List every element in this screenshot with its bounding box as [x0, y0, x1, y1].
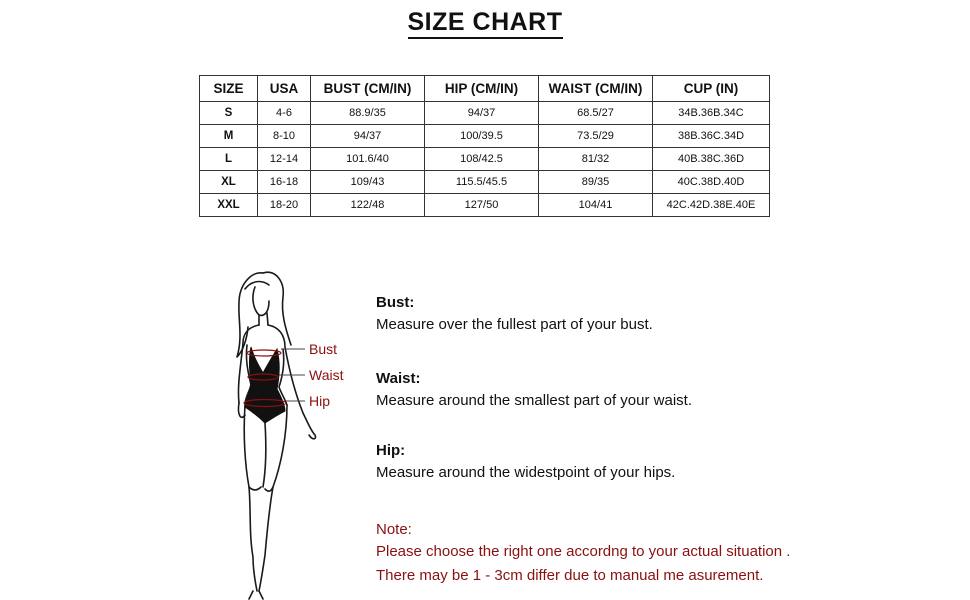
figure-label-bust: Bust [309, 341, 338, 357]
figure-label-waist: Waist [309, 367, 344, 383]
hip-instruction-label: Hip: [376, 442, 406, 459]
cell-usa: 8-10 [258, 125, 311, 148]
cell-size: S [200, 102, 258, 125]
table-row [200, 102, 770, 125]
size-chart-title: SIZE CHART [408, 8, 563, 39]
cell-cup: 34B.36B.34C [653, 102, 770, 125]
cell-size: XL [200, 171, 258, 194]
table-row [200, 125, 770, 148]
cell-hip: 94/37 [425, 102, 539, 125]
cell-usa: 16-18 [258, 171, 311, 194]
waist-instruction-text: Measure around the smallest part of your waist. [376, 392, 692, 409]
size-chart-table [199, 75, 770, 217]
page-title [0, 8, 970, 39]
body-measurement-figure [215, 265, 355, 600]
cell-cup: 42C.42D.38E.40E [653, 194, 770, 217]
cell-usa: 12-14 [258, 148, 311, 171]
column-header-bust: BUST (CM/IN) [311, 76, 425, 102]
column-header-hip: HIP (CM/IN) [425, 76, 539, 102]
cell-bust: 109/43 [311, 171, 425, 194]
column-header-cup: CUP (IN) [653, 76, 770, 102]
note-label: Note: [376, 521, 412, 538]
cell-cup: 40C.38D.40D [653, 171, 770, 194]
cell-bust: 122/48 [311, 194, 425, 217]
note-block [376, 519, 790, 587]
note-line: There may be 1 - 3cm differ due to manual me asurement. [376, 567, 764, 584]
cell-size: M [200, 125, 258, 148]
table-row [200, 148, 770, 171]
bust-instruction-text: Measure over the fullest part of your bust. [376, 316, 653, 333]
cell-size: L [200, 148, 258, 171]
cell-cup: 40B.38C.36D [653, 148, 770, 171]
cell-bust: 94/37 [311, 125, 425, 148]
cell-waist: 104/41 [539, 194, 653, 217]
figure-label-hip: Hip [309, 393, 331, 409]
cell-hip: 108/42.5 [425, 148, 539, 171]
cell-waist: 81/32 [539, 148, 653, 171]
note-line: Please choose the right one accordng to your actual situation . [376, 543, 791, 560]
column-header-size: SIZE [200, 76, 258, 102]
cell-usa: 18-20 [258, 194, 311, 217]
cell-hip: 115.5/45.5 [425, 171, 539, 194]
table-row [200, 171, 770, 194]
cell-usa: 4-6 [258, 102, 311, 125]
cell-hip: 127/50 [425, 194, 539, 217]
column-header-usa: USA [258, 76, 311, 102]
hip-instruction-text: Measure around the widestpoint of your hips. [376, 464, 676, 481]
table-row [200, 194, 770, 217]
cell-waist: 89/35 [539, 171, 653, 194]
cell-size: XXL [200, 194, 258, 217]
column-header-waist: WAIST (CM/IN) [539, 76, 653, 102]
bust-instruction-label: Bust: [376, 294, 415, 311]
waist-instruction-label: Waist: [376, 370, 421, 387]
hip-instruction [376, 440, 675, 484]
waist-instruction [376, 368, 692, 412]
cell-hip: 100/39.5 [425, 125, 539, 148]
cell-bust: 88.9/35 [311, 102, 425, 125]
cell-waist: 73.5/29 [539, 125, 653, 148]
table-header-row [200, 76, 770, 102]
cell-cup: 38B.36C.34D [653, 125, 770, 148]
body-silhouette-illustration [215, 265, 355, 600]
cell-bust: 101.6/40 [311, 148, 425, 171]
bust-instruction [376, 292, 653, 336]
cell-waist: 68.5/27 [539, 102, 653, 125]
